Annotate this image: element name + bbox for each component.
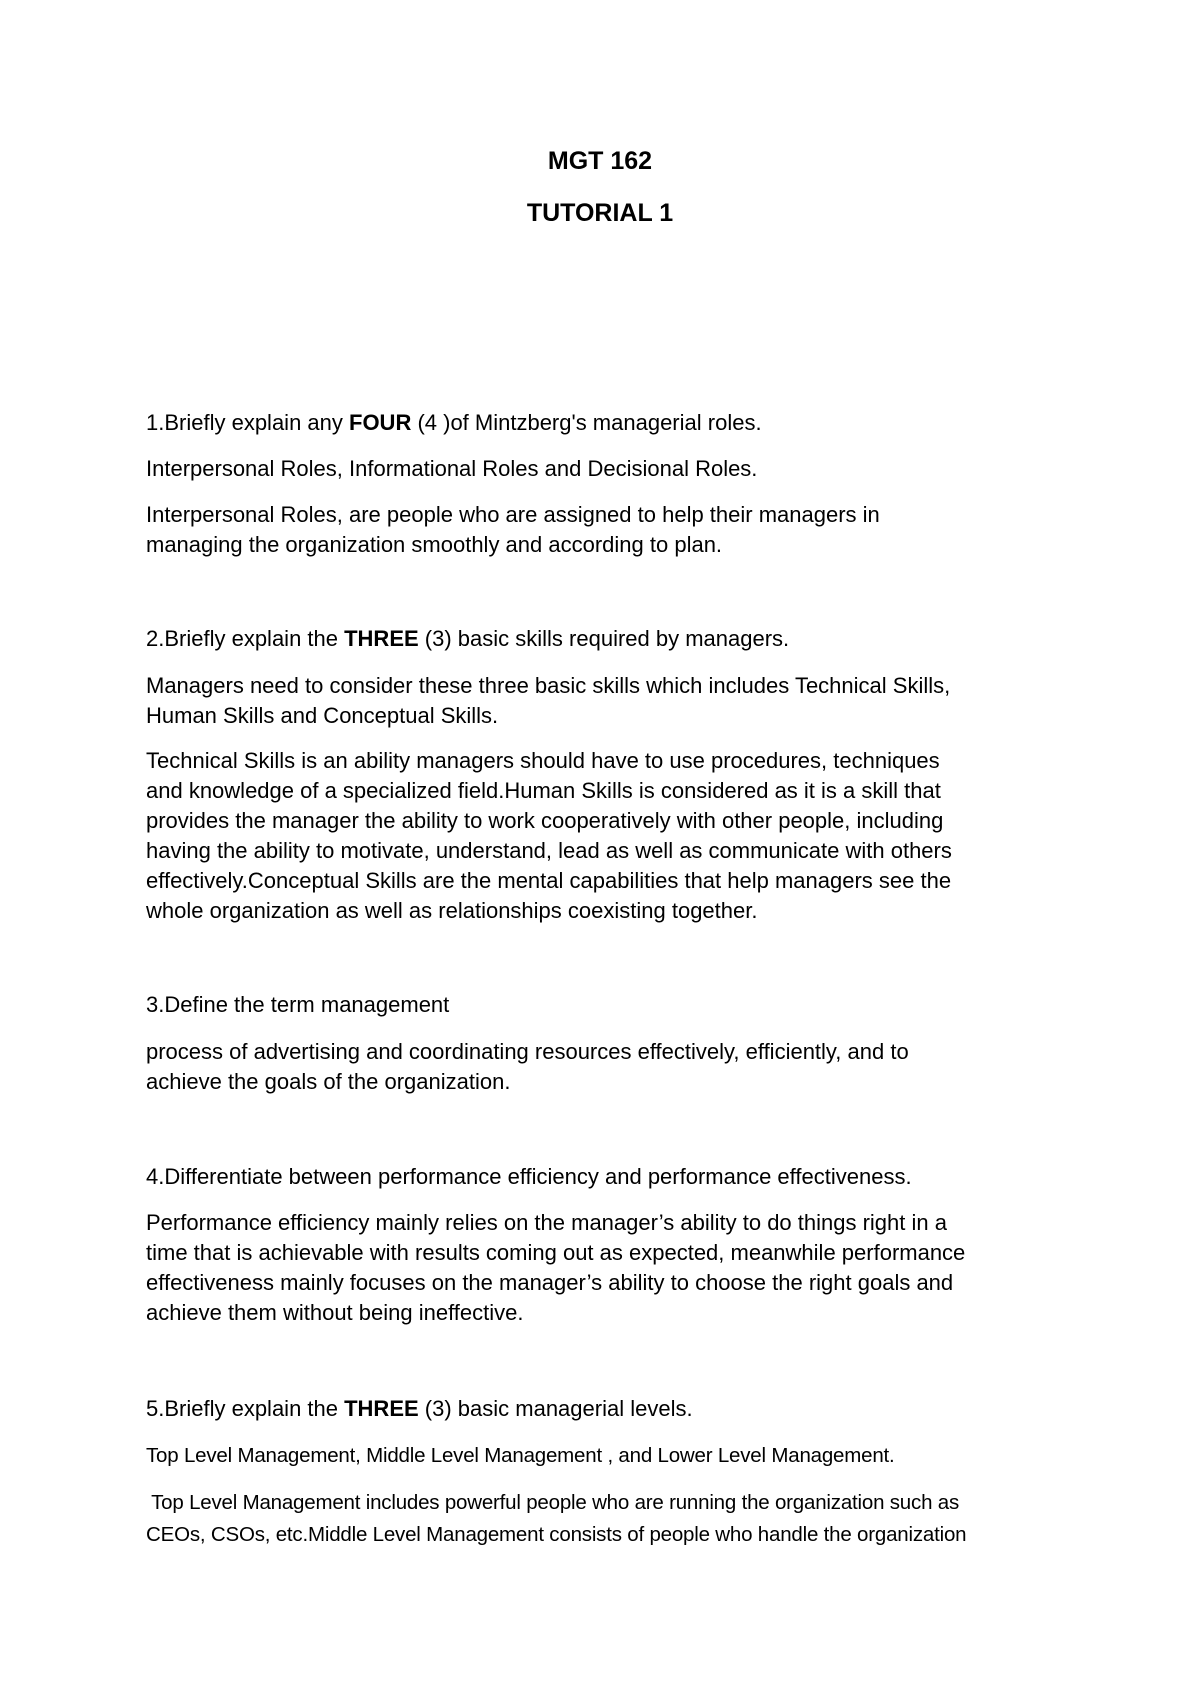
answer-2-paragraph-2: Technical Skills is an ability managers should have to use procedures, techniques and knowledge of a specialized field.Human Skills is considered as it is a skill that provides the manager the ability to work cooperatively with other people, including having the ability to motivate, understand, lead as well as communicate with others effectively.Conceptual Skills are the mental capabilities that help managers see the whole organization as well as relationships coexisting together. [146,748,952,923]
answer-1-paragraph-1: Interpersonal Roles, Informational Roles and Decisional Roles. [146,456,758,481]
question-5: 5.Briefly explain the THREE (3) basic managerial levels. [146,1396,693,1421]
answer-3: process of advertising and coordinating resources effectively, efficiently, and to achieve the goals of the organization. [146,1039,909,1094]
answer-2-paragraph-1: Managers need to consider these three basic skills which includes Technical Skills, Human Skills and Conceptual Skills. [146,673,951,728]
course-code: MGT 162 [547,147,653,175]
question-1-emphasis: FOUR [349,410,412,435]
question-2: 2.Briefly explain the THREE (3) basic skills required by managers. [146,626,790,651]
tutorial-title: TUTORIAL 1 [526,199,674,227]
answer-5-paragraph-1: Top Level Management, Middle Level Management , and Lower Level Management. [146,1444,895,1467]
answer-4: Performance efficiency mainly relies on the manager’s ability to do things right in a time that is achievable with results coming out as expected, meanwhile performance effectiveness mainly focuses on the manager’s ability to choose the right goals and achieve them without being ineffective. [146,1210,966,1325]
question-2-emphasis: THREE [344,626,419,651]
question-1: 1.Briefly explain any FOUR (4 )of Mintzberg's managerial roles. [146,410,762,435]
question-4: 4.Differentiate between performance efficiency and performance effectiveness. [146,1164,912,1189]
question-5-emphasis: THREE [344,1396,419,1421]
answer-5-paragraph-2: Top Level Management includes powerful people who are running the organization such as CEOs, CSOs, etc.Middle Level Management consists of people who handle the organization [146,1491,967,1546]
question-3: 3.Define the term management [146,992,450,1017]
answer-1-paragraph-2: Interpersonal Roles, are people who are assigned to help their managers in managing the organization smoothly and according to plan. [146,502,880,557]
